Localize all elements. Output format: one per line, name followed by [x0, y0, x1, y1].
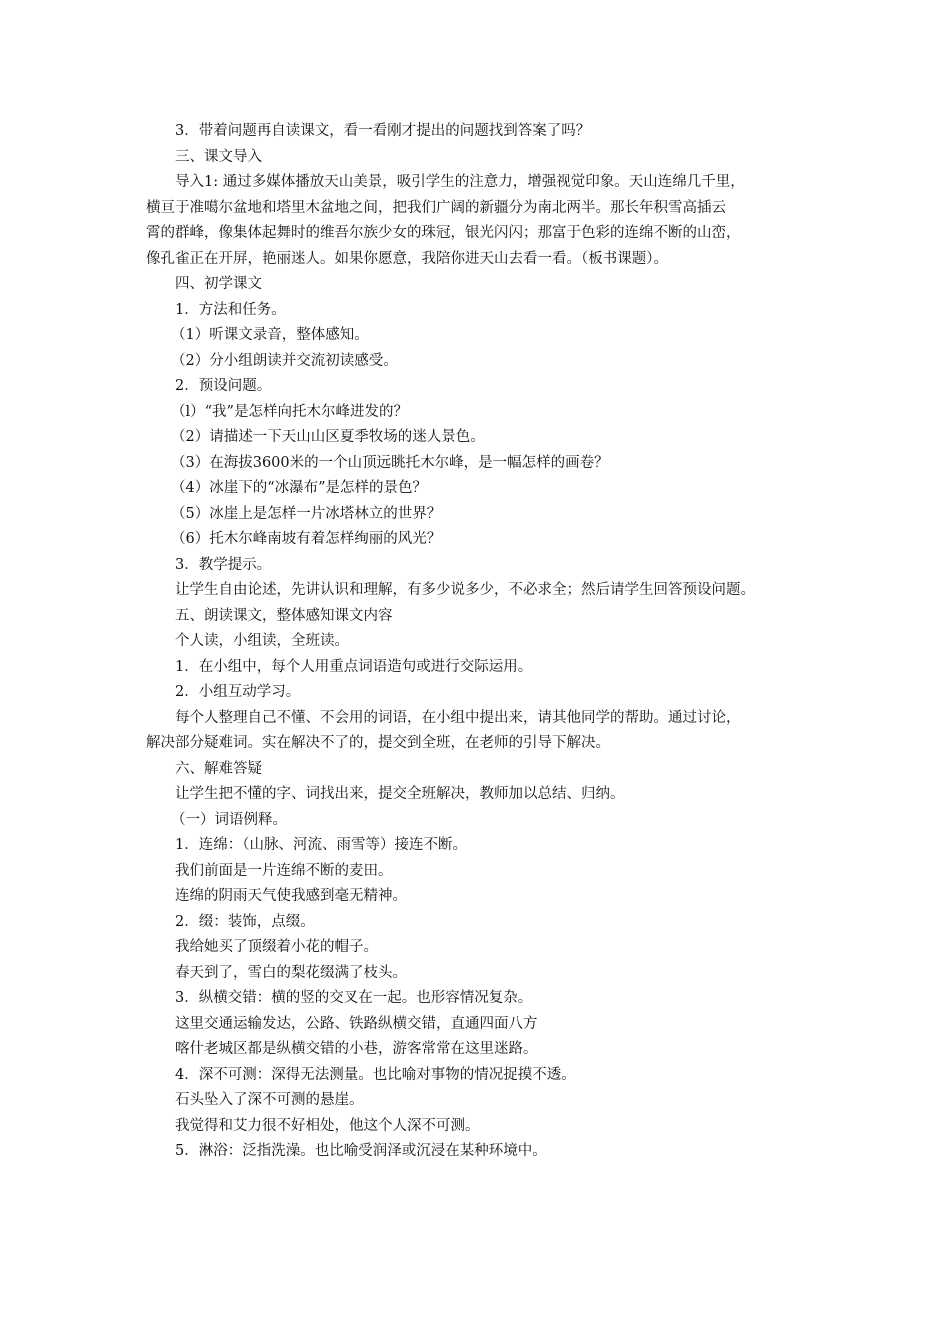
text-line: 六、解难答疑	[175, 760, 262, 777]
text-line: 3．教学提示。	[175, 556, 272, 573]
text-line: （2）请描述一下天山山区夏季牧场的迷人景色。	[171, 429, 485, 445]
text-line: （1）听课文录音，整体感知。	[171, 327, 369, 343]
text-line: （5）冰崖上是怎样一片冰塔林立的世界？	[171, 505, 442, 522]
text-line: 让学生把不懂的字、词找出来，提交全班解决，教师加以总结、归纳。	[175, 786, 625, 802]
text-line: 3．纵横交错：横的竖的交叉在一起。也形容情况复杂。	[175, 990, 533, 1006]
text-line: 三、课文导入	[175, 148, 262, 165]
text-line: 我们前面是一片连绵不断的麦田。	[175, 862, 393, 879]
text-line: 1．连绵：（山脉、河流、雨雪等）接连不断。	[175, 837, 467, 853]
text-line: 霄的群峰，像集体起舞时的维吾尔族少女的珠冠，银光闪闪；那富于色彩的连绵不断的山峦，	[146, 225, 741, 241]
text-line: 像孔雀正在开屏，艳丽迷人。如果你愿意，我陪你进天山去看一看。（板书课题）。	[146, 250, 668, 267]
text-line: （l）“我”是怎样向托木尔峰进发的？	[171, 403, 408, 420]
text-line: 2．预设问题。	[175, 378, 272, 394]
text-line: 3．带着问题再自读课文，看一看刚才提出的问题找到答案了吗？	[175, 123, 591, 139]
text-line: 春天到了，雪白的梨花缀满了枝头。	[175, 964, 407, 981]
text-line: （3）在海拔3600米的一个山顶远眺托木尔峰，是一幅怎样的画卷？	[171, 454, 609, 471]
text-line: 解决部分疑难词。实在解决不了的，提交到全班，在老师的引导下解决。	[146, 735, 610, 751]
text-line: 四、初学课文	[175, 276, 262, 292]
text-line: 这里交通运输发达，公路、铁路纵横交错，直通四面八方	[175, 1015, 538, 1032]
text-line: 2．缀：装饰，点缀。	[175, 913, 315, 930]
text-line: （4）冰崖下的“冰瀑布”是怎样的景色？	[171, 480, 428, 496]
text-line: 喀什老城区都是纵横交错的小巷，游客常常在这里迷路。	[175, 1041, 538, 1057]
text-line: 我给她买了顶缀着小花的帽子。	[175, 939, 378, 955]
text-line: 1．方法和任务。	[175, 301, 286, 318]
text-line: 我觉得和艾力很不好相处，他这个人深不可测。	[175, 1117, 480, 1134]
text-line: 个人读，小组读，全班读。	[175, 633, 349, 649]
text-line: 2．小组互动学习。	[175, 684, 301, 700]
text-line: 每个人整理自己不懂、不会用的词语，在小组中提出来，请其他同学的帮助。通过讨论，	[175, 709, 741, 726]
text-line: （6）托木尔峰南坡有着怎样绚丽的风光？	[171, 531, 442, 547]
text-line: 4．深不可测：深得无法测量。也比喻对事物的情况捉摸不透。	[175, 1066, 576, 1083]
text-line: （2）分小组朗读并交流初读感受。	[171, 352, 398, 369]
text-line: 让学生自由论述，先讲认识和理解，有多少说多少，不必求全；然后请学生回答预设问题。	[175, 582, 755, 598]
text-line: 1．在小组中，每个人用重点词语造句或进行交际运用。	[175, 658, 533, 675]
text-line: （一）词语例释。	[171, 811, 287, 828]
document-page	[146, 119, 826, 1165]
text-line: 横亘于准噶尔盆地和塔里木盆地之间，把我们广阔的新疆分为南北两半。那长年积雪高插云	[146, 199, 726, 216]
text-line: 5．淋浴：泛指洗澡。也比喻受润泽或沉浸在某种环境中。	[175, 1143, 547, 1159]
text-line: 连绵的阴雨天气使我感到毫无精神。	[175, 888, 407, 904]
text-line: 石头坠入了深不可测的悬崖。	[175, 1092, 364, 1108]
text-line: 导入1: 通过多媒体播放天山美景，吸引学生的注意力，增强视觉印象。天山连绵几千里，	[175, 174, 745, 190]
text-line: 五、朗读课文，整体感知课文内容	[175, 607, 393, 624]
